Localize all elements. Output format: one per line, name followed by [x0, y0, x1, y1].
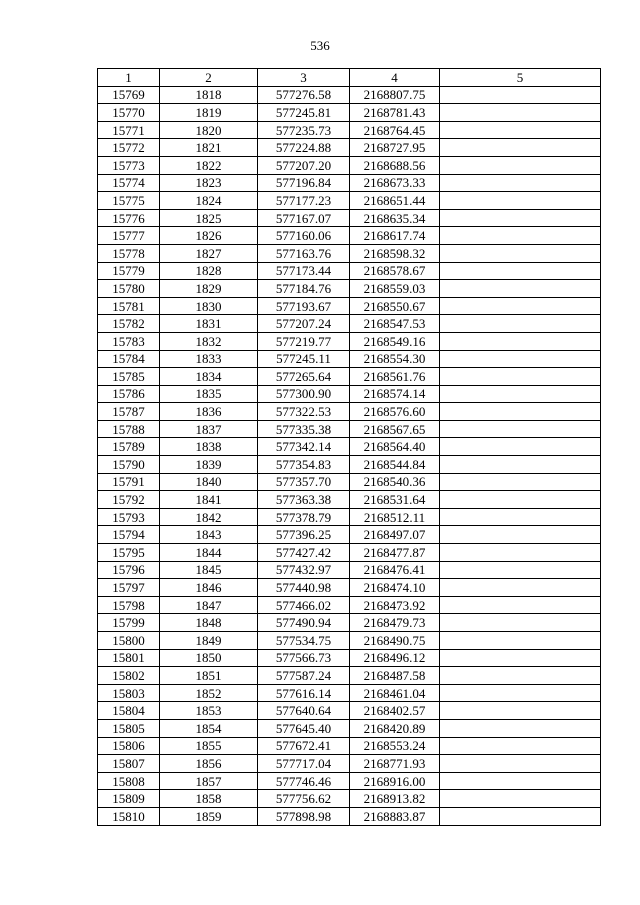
table-cell: 2168564.40 — [350, 438, 440, 456]
table-cell: 1822 — [160, 156, 258, 174]
column-header: 1 — [98, 69, 160, 87]
table-row — [98, 807, 601, 825]
table-cell — [440, 244, 601, 262]
table-cell: 15799 — [98, 614, 160, 632]
table-cell: 2168550.67 — [350, 297, 440, 315]
table-cell: 2168473.92 — [350, 596, 440, 614]
table-cell — [440, 684, 601, 702]
table-cell: 577640.64 — [258, 702, 350, 720]
table-cell: 577265.64 — [258, 368, 350, 386]
table-cell: 2168512.11 — [350, 508, 440, 526]
table-cell — [440, 156, 601, 174]
table-cell: 1854 — [160, 719, 258, 737]
table-cell: 15785 — [98, 368, 160, 386]
table-cell: 15796 — [98, 561, 160, 579]
table-cell: 15807 — [98, 755, 160, 773]
table-cell — [440, 209, 601, 227]
table-cell: 1847 — [160, 596, 258, 614]
table-cell — [440, 526, 601, 544]
table-cell: 2168547.53 — [350, 315, 440, 333]
table-cell — [440, 667, 601, 685]
table-cell: 577466.02 — [258, 596, 350, 614]
table-row — [98, 755, 601, 773]
table-cell — [440, 632, 601, 650]
table-cell: 15795 — [98, 544, 160, 562]
table-cell: 2168567.65 — [350, 420, 440, 438]
table-row — [98, 772, 601, 790]
table-cell: 2168617.74 — [350, 227, 440, 245]
table-cell: 15787 — [98, 403, 160, 421]
table-cell: 577490.94 — [258, 614, 350, 632]
table-cell — [440, 596, 601, 614]
table-cell — [440, 772, 601, 790]
table-cell — [440, 139, 601, 157]
table-cell — [440, 297, 601, 315]
table-row — [98, 403, 601, 421]
table-cell — [440, 438, 601, 456]
table-row — [98, 209, 601, 227]
table-cell: 15809 — [98, 790, 160, 808]
table-row — [98, 596, 601, 614]
table-cell — [440, 192, 601, 210]
table-cell: 1831 — [160, 315, 258, 333]
table-cell: 15775 — [98, 192, 160, 210]
table-cell: 577173.44 — [258, 262, 350, 280]
table-cell: 1828 — [160, 262, 258, 280]
table-row — [98, 315, 601, 333]
table-row — [98, 649, 601, 667]
table-cell: 2168727.95 — [350, 139, 440, 157]
table-cell: 577396.25 — [258, 526, 350, 544]
table-body — [98, 86, 601, 825]
table-cell: 2168574.14 — [350, 385, 440, 403]
table-cell: 577235.73 — [258, 121, 350, 139]
table-cell: 577322.53 — [258, 403, 350, 421]
table-row — [98, 192, 601, 210]
table-cell — [440, 174, 601, 192]
table-cell: 1834 — [160, 368, 258, 386]
table-cell — [440, 280, 601, 298]
table-cell: 15797 — [98, 579, 160, 597]
table-cell: 2168461.04 — [350, 684, 440, 702]
table-cell — [440, 491, 601, 509]
table-cell: 2168479.73 — [350, 614, 440, 632]
table-cell — [440, 350, 601, 368]
table-row — [98, 667, 601, 685]
table-cell — [440, 473, 601, 491]
table-cell — [440, 385, 601, 403]
table-cell: 15802 — [98, 667, 160, 685]
table-cell — [440, 262, 601, 280]
table-cell: 2168402.57 — [350, 702, 440, 720]
table-cell: 1825 — [160, 209, 258, 227]
table-cell: 577432.97 — [258, 561, 350, 579]
table-cell — [440, 104, 601, 122]
table-cell: 1832 — [160, 332, 258, 350]
table-cell: 577245.11 — [258, 350, 350, 368]
table-cell: 1840 — [160, 473, 258, 491]
table-cell: 1849 — [160, 632, 258, 650]
table-cell: 2168561.76 — [350, 368, 440, 386]
table-cell: 577534.75 — [258, 632, 350, 650]
table-row — [98, 262, 601, 280]
page-number: 536 — [310, 38, 330, 53]
table-cell — [440, 579, 601, 597]
table-cell: 1829 — [160, 280, 258, 298]
table-cell — [440, 368, 601, 386]
table-cell: 1830 — [160, 297, 258, 315]
table-cell: 2168487.58 — [350, 667, 440, 685]
table-cell: 577219.77 — [258, 332, 350, 350]
table-cell — [440, 227, 601, 245]
table-cell: 15782 — [98, 315, 160, 333]
table-row — [98, 104, 601, 122]
table-cell: 577300.90 — [258, 385, 350, 403]
table-row — [98, 491, 601, 509]
table-cell: 577746.46 — [258, 772, 350, 790]
table-cell: 2168576.60 — [350, 403, 440, 421]
table-cell: 15800 — [98, 632, 160, 650]
table-cell — [440, 420, 601, 438]
table-cell: 2168673.33 — [350, 174, 440, 192]
table-cell — [440, 649, 601, 667]
table-cell: 15805 — [98, 719, 160, 737]
table-cell: 577193.67 — [258, 297, 350, 315]
table-cell: 1823 — [160, 174, 258, 192]
table-cell: 15784 — [98, 350, 160, 368]
table-cell: 15788 — [98, 420, 160, 438]
table-cell: 2168554.30 — [350, 350, 440, 368]
table-cell: 1838 — [160, 438, 258, 456]
table-cell: 577177.23 — [258, 192, 350, 210]
table-cell: 577587.24 — [258, 667, 350, 685]
table-cell: 15779 — [98, 262, 160, 280]
table-row — [98, 632, 601, 650]
table-cell: 1841 — [160, 491, 258, 509]
table-cell: 1842 — [160, 508, 258, 526]
table-cell: 577342.14 — [258, 438, 350, 456]
table-cell: 1853 — [160, 702, 258, 720]
table-cell: 15803 — [98, 684, 160, 702]
table-cell: 577335.38 — [258, 420, 350, 438]
table-row — [98, 350, 601, 368]
table-cell: 15792 — [98, 491, 160, 509]
table-cell: 15810 — [98, 807, 160, 825]
table-cell: 15783 — [98, 332, 160, 350]
table-cell: 1835 — [160, 385, 258, 403]
table-row — [98, 702, 601, 720]
table-row — [98, 156, 601, 174]
table-cell: 577276.58 — [258, 86, 350, 104]
table-cell: 1827 — [160, 244, 258, 262]
table-cell: 577566.73 — [258, 649, 350, 667]
table-cell: 15769 — [98, 86, 160, 104]
table-cell: 577756.62 — [258, 790, 350, 808]
table-cell: 1837 — [160, 420, 258, 438]
table-row — [98, 526, 601, 544]
table-cell: 15806 — [98, 737, 160, 755]
table-cell: 1818 — [160, 86, 258, 104]
table-cell: 15801 — [98, 649, 160, 667]
table-row — [98, 385, 601, 403]
table-cell: 2168476.41 — [350, 561, 440, 579]
table-cell: 577207.24 — [258, 315, 350, 333]
table-cell: 577616.14 — [258, 684, 350, 702]
table-cell: 1845 — [160, 561, 258, 579]
table-cell: 1836 — [160, 403, 258, 421]
table-cell: 1857 — [160, 772, 258, 790]
table-cell: 1844 — [160, 544, 258, 562]
table-cell: 15773 — [98, 156, 160, 174]
table-cell: 15780 — [98, 280, 160, 298]
table-row — [98, 86, 601, 104]
table-cell: 577184.76 — [258, 280, 350, 298]
table-cell: 1851 — [160, 667, 258, 685]
table-cell: 2168916.00 — [350, 772, 440, 790]
table-cell: 1848 — [160, 614, 258, 632]
column-header: 2 — [160, 69, 258, 87]
table-cell — [440, 719, 601, 737]
table-row — [98, 420, 601, 438]
table-cell: 577357.70 — [258, 473, 350, 491]
table-cell: 2168635.34 — [350, 209, 440, 227]
table-row — [98, 139, 601, 157]
table-cell: 1852 — [160, 684, 258, 702]
table-cell: 2168578.67 — [350, 262, 440, 280]
table-cell: 1846 — [160, 579, 258, 597]
table-cell: 15777 — [98, 227, 160, 245]
table-cell: 577245.81 — [258, 104, 350, 122]
table-cell: 577207.20 — [258, 156, 350, 174]
table-cell: 15791 — [98, 473, 160, 491]
table-cell — [440, 755, 601, 773]
table-header-row — [98, 69, 601, 87]
table-cell — [440, 332, 601, 350]
table-row — [98, 244, 601, 262]
table-cell: 1855 — [160, 737, 258, 755]
table-cell: 15793 — [98, 508, 160, 526]
table-cell: 577167.07 — [258, 209, 350, 227]
table-cell: 1821 — [160, 139, 258, 157]
table-cell: 1820 — [160, 121, 258, 139]
table-cell: 2168764.45 — [350, 121, 440, 139]
table-cell: 2168553.24 — [350, 737, 440, 755]
table-cell: 577440.98 — [258, 579, 350, 597]
table-cell: 2168771.93 — [350, 755, 440, 773]
table-cell: 577717.04 — [258, 755, 350, 773]
table-cell: 2168807.75 — [350, 86, 440, 104]
table-cell: 2168496.12 — [350, 649, 440, 667]
table-row — [98, 438, 601, 456]
table-cell: 2168598.32 — [350, 244, 440, 262]
table-row — [98, 508, 601, 526]
table-cell: 15786 — [98, 385, 160, 403]
coordinates-table — [97, 68, 601, 826]
table-cell: 15771 — [98, 121, 160, 139]
table-cell: 1826 — [160, 227, 258, 245]
table-row — [98, 456, 601, 474]
table-cell: 15790 — [98, 456, 160, 474]
table-cell — [440, 561, 601, 579]
table-row — [98, 719, 601, 737]
table-cell — [440, 737, 601, 755]
column-header: 5 — [440, 69, 601, 87]
table-cell — [440, 790, 601, 808]
table-cell: 2168559.03 — [350, 280, 440, 298]
table-cell: 15774 — [98, 174, 160, 192]
table-cell — [440, 86, 601, 104]
table-cell: 15798 — [98, 596, 160, 614]
table-cell: 15789 — [98, 438, 160, 456]
column-header: 4 — [350, 69, 440, 87]
table-cell — [440, 315, 601, 333]
table-cell: 2168688.56 — [350, 156, 440, 174]
table-cell: 2168474.10 — [350, 579, 440, 597]
column-header: 3 — [258, 69, 350, 87]
table-cell — [440, 121, 601, 139]
table-cell: 577160.06 — [258, 227, 350, 245]
table-cell: 2168549.16 — [350, 332, 440, 350]
table-cell: 1833 — [160, 350, 258, 368]
table-cell: 15770 — [98, 104, 160, 122]
table-cell: 577163.76 — [258, 244, 350, 262]
table-cell — [440, 456, 601, 474]
table-cell: 2168420.89 — [350, 719, 440, 737]
table-cell — [440, 508, 601, 526]
table-cell: 577378.79 — [258, 508, 350, 526]
table-cell — [440, 614, 601, 632]
table-row — [98, 297, 601, 315]
table-cell: 577645.40 — [258, 719, 350, 737]
table-row — [98, 227, 601, 245]
table-row — [98, 790, 601, 808]
table-row — [98, 614, 601, 632]
table-row — [98, 368, 601, 386]
table-cell: 2168544.84 — [350, 456, 440, 474]
table-cell: 577427.42 — [258, 544, 350, 562]
table-cell — [440, 544, 601, 562]
table-cell: 1843 — [160, 526, 258, 544]
table-row — [98, 174, 601, 192]
table-cell: 2168651.44 — [350, 192, 440, 210]
table-cell: 1839 — [160, 456, 258, 474]
table-cell: 15772 — [98, 139, 160, 157]
table-cell: 2168781.43 — [350, 104, 440, 122]
table-cell: 2168540.36 — [350, 473, 440, 491]
table-row — [98, 544, 601, 562]
table-row — [98, 579, 601, 597]
table-cell: 577196.84 — [258, 174, 350, 192]
table-cell: 15776 — [98, 209, 160, 227]
table-cell: 1859 — [160, 807, 258, 825]
table-cell: 2168477.87 — [350, 544, 440, 562]
table-cell: 2168497.07 — [350, 526, 440, 544]
table-cell: 2168531.64 — [350, 491, 440, 509]
table-cell: 2168883.87 — [350, 807, 440, 825]
table-cell: 1858 — [160, 790, 258, 808]
table-cell: 15804 — [98, 702, 160, 720]
table-cell: 15781 — [98, 297, 160, 315]
table-cell: 2168913.82 — [350, 790, 440, 808]
table-row — [98, 737, 601, 755]
table-cell — [440, 807, 601, 825]
table-cell: 15778 — [98, 244, 160, 262]
table-cell — [440, 403, 601, 421]
table-row — [98, 684, 601, 702]
table-row — [98, 121, 601, 139]
table-cell: 1856 — [160, 755, 258, 773]
table-row — [98, 280, 601, 298]
table-row — [98, 473, 601, 491]
table-cell: 15808 — [98, 772, 160, 790]
table-cell: 577672.41 — [258, 737, 350, 755]
table-cell: 1819 — [160, 104, 258, 122]
table-cell: 577224.88 — [258, 139, 350, 157]
table-row — [98, 561, 601, 579]
table-cell: 577354.83 — [258, 456, 350, 474]
table-cell: 577363.38 — [258, 491, 350, 509]
table-cell: 577898.98 — [258, 807, 350, 825]
table-cell: 1850 — [160, 649, 258, 667]
table-cell — [440, 702, 601, 720]
table-row — [98, 332, 601, 350]
table-cell: 2168490.75 — [350, 632, 440, 650]
table-cell: 15794 — [98, 526, 160, 544]
table-cell: 1824 — [160, 192, 258, 210]
